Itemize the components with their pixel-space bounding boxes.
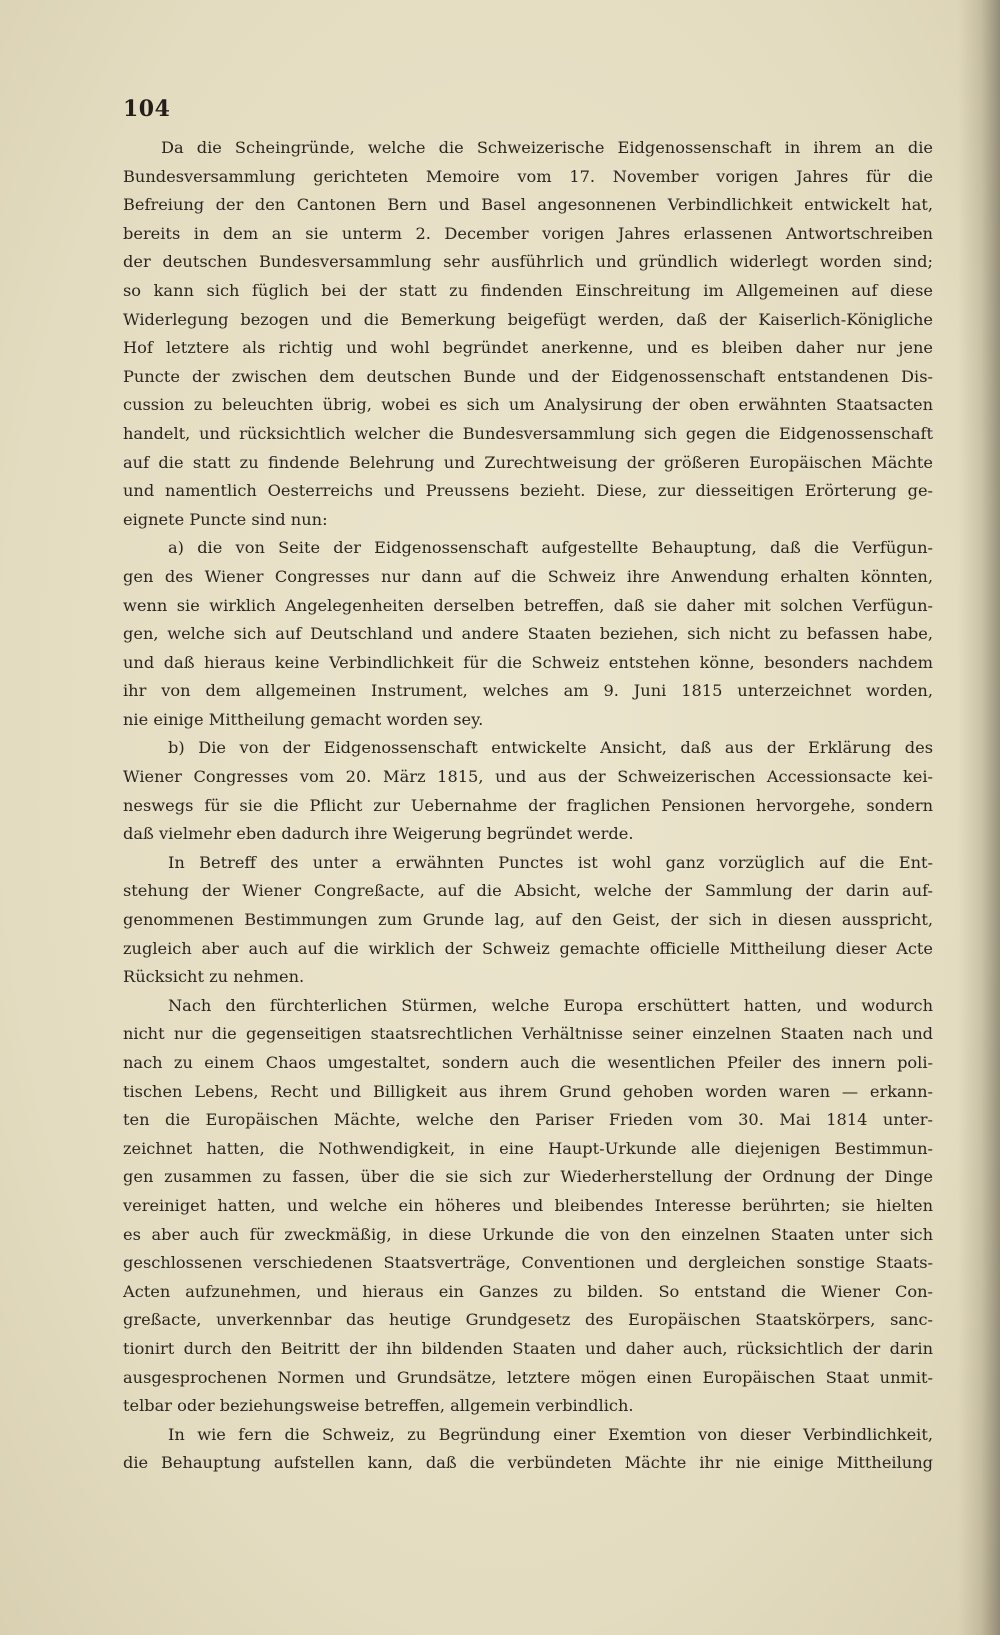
text-line: auf die statt zu findende Belehrung und Zurechtweisung der größeren Europäischen Mächte	[123, 452, 933, 472]
text-line: ausgesprochenen Normen und Grundsätze, letztere mögen einen Europäischen Staat unmit-	[123, 1367, 933, 1387]
text-line: gen zusammen zu fassen, über die sie sich zur Wiederherstellung der Ordnung der Dinge	[123, 1167, 933, 1187]
page-number: 104	[123, 96, 171, 122]
text-line: nie einige Mittheilung gemacht worden sey.	[123, 709, 484, 729]
text-line: bereits in dem an sie unterm 2. December vorigen Jahres erlassenen Antwortschreiben	[123, 223, 933, 243]
text-line: a) die von Seite der Eidgenossenschaft aufgestellte Behauptung, daß die Verfügun-	[168, 538, 933, 558]
page-edge-shadow	[958, 0, 1000, 1635]
text-line: so kann sich füglich bei der statt zu findenden Einschreitung im Allgemeinen auf diese	[123, 280, 933, 300]
text-line: der deutschen Bundesversammlung sehr ausführlich und gründlich widerlegt worden sind;	[123, 252, 933, 272]
text-line: stehung der Wiener Congreßacte, auf die Absicht, welche der Sammlung der darin auf-	[123, 881, 933, 901]
text-line: Rücksicht zu nehmen.	[123, 967, 305, 987]
text-line: eignete Puncte sind nun:	[123, 509, 328, 529]
text-line: nicht nur die gegenseitigen staatsrechtlichen Verhältnisse seiner einzelnen Staaten nach und	[123, 1024, 933, 1044]
text-line: tischen Lebens, Recht und Billigkeit aus ihrem Grund gehoben worden waren — erkann-	[123, 1081, 933, 1101]
text-line: genommenen Bestimmungen zum Grunde lag, auf den Geist, der sich in diesen ausspricht,	[123, 910, 933, 930]
text-line: es aber auch für zweckmäßig, in diese Urkunde die von den einzelnen Staaten unter sich	[123, 1224, 933, 1244]
text-line: b) Die von der Eidgenossenschaft entwickelte Ansicht, daß aus der Erklärung des	[168, 738, 933, 758]
text-line: zugleich aber auch auf die wirklich der Schweiz gemachte officielle Mittheilung dieser Acte	[123, 938, 933, 958]
text-line: die Behauptung aufstellen kann, daß die verbündeten Mächte ihr nie einige Mittheilung	[123, 1453, 933, 1473]
text-line: Befreiung der den Cantonen Bern und Basel angesonnenen Verbindlichkeit entwickelt hat,	[123, 195, 933, 215]
text-line: Nach den fürchterlichen Stürmen, welche Europa erschüttert hatten, und wodurch	[168, 995, 933, 1015]
text-line: vereiniget hatten, und welche ein höheres und bleibendes Interesse berührten; sie hielten	[123, 1195, 933, 1215]
text-line: ihr von dem allgemeinen Instrument, welches am 9. Juni 1815 unterzeichnet worden,	[123, 681, 933, 701]
text-line: geschlossenen verschiedenen Staatsverträge, Conventionen und dergleichen sonstige Staats-	[123, 1253, 933, 1273]
text-line: daß vielmehr eben dadurch ihre Weigerung begründet werde.	[123, 824, 634, 844]
text-line: Bundesversammlung gerichteten Memoire vom 17. November vorigen Jahres für die	[123, 166, 933, 186]
text-line: handelt, und rücksichtlich welcher die Bundesversammlung sich gegen die Eidgenossenschaft	[123, 423, 933, 443]
text-line: Wiener Congresses vom 20. März 1815, und aus der Schweizerischen Accessionsacte kei-	[123, 767, 933, 787]
text-line: In Betreff des unter a erwähnten Punctes ist wohl ganz vorzüglich auf die Ent-	[168, 852, 933, 872]
text-line: telbar oder beziehungsweise betreffen, allgemein verbindlich.	[123, 1396, 634, 1416]
text-line: und daß hieraus keine Verbindlichkeit für die Schweiz entstehen könne, besonders nachdem	[123, 652, 933, 672]
text-line: Acten aufzunehmen, und hieraus ein Ganzes zu bilden. So entstand die Wiener Con-	[123, 1281, 933, 1301]
text-line: Puncte der zwischen dem deutschen Bunde und der Eidgenossenschaft entstandenen Dis-	[123, 366, 933, 386]
text-line: In wie fern die Schweiz, zu Begründung einer Exemtion von dieser Verbindlichkeit,	[168, 1424, 933, 1444]
text-line: wenn sie wirklich Angelegenheiten derselben betreffen, daß sie daher mit solchen Verfügun-	[123, 595, 933, 615]
body-text	[123, 134, 933, 1478]
text-line: greßacte, unverkennbar das heutige Grundgesetz des Europäischen Staatskörpers, sanc-	[123, 1310, 933, 1330]
text-line: Hof letztere als richtig und wohl begründet anerkenne, und es bleiben daher nur jene	[123, 338, 933, 358]
text-line: Da die Scheingründe, welche die Schweizerische Eidgenossenschaft in ihrem an die	[161, 138, 933, 157]
text-line: Widerlegung bezogen und die Bemerkung beigefügt werden, daß der Kaiserlich-Königliche	[123, 309, 933, 329]
text-line: nach zu einem Chaos umgestaltet, sondern auch die wesentlichen Pfeiler des innern poli-	[123, 1053, 933, 1072]
text-line: ten die Europäischen Mächte, welche den Pariser Frieden vom 30. Mai 1814 unter-	[123, 1110, 933, 1130]
text-line: tionirt durch den Beitritt der ihn bildenden Staaten und daher auch, rücksichtlich der darin	[123, 1338, 933, 1358]
text-line: zeichnet hatten, die Nothwendigkeit, in eine Haupt-Urkunde alle diejenigen Bestimmun-	[123, 1138, 933, 1158]
text-line: cussion zu beleuchten übrig, wobei es sich um Analysirung der oben erwähnten Staatsacten	[123, 395, 933, 415]
text-line: gen, welche sich auf Deutschland und andere Staaten beziehen, sich nicht zu befassen habe,	[123, 624, 933, 644]
text-line: gen des Wiener Congresses nur dann auf die Schweiz ihre Anwendung erhalten könnten,	[123, 566, 933, 586]
text-line: neswegs für sie die Pflicht zur Uebernahme der fraglichen Pensionen hervorgehe, sondern	[123, 795, 933, 815]
text-line: und namentlich Oesterreichs und Preussens bezieht. Diese, zur diesseitigen Erörterung ge-	[123, 481, 933, 501]
